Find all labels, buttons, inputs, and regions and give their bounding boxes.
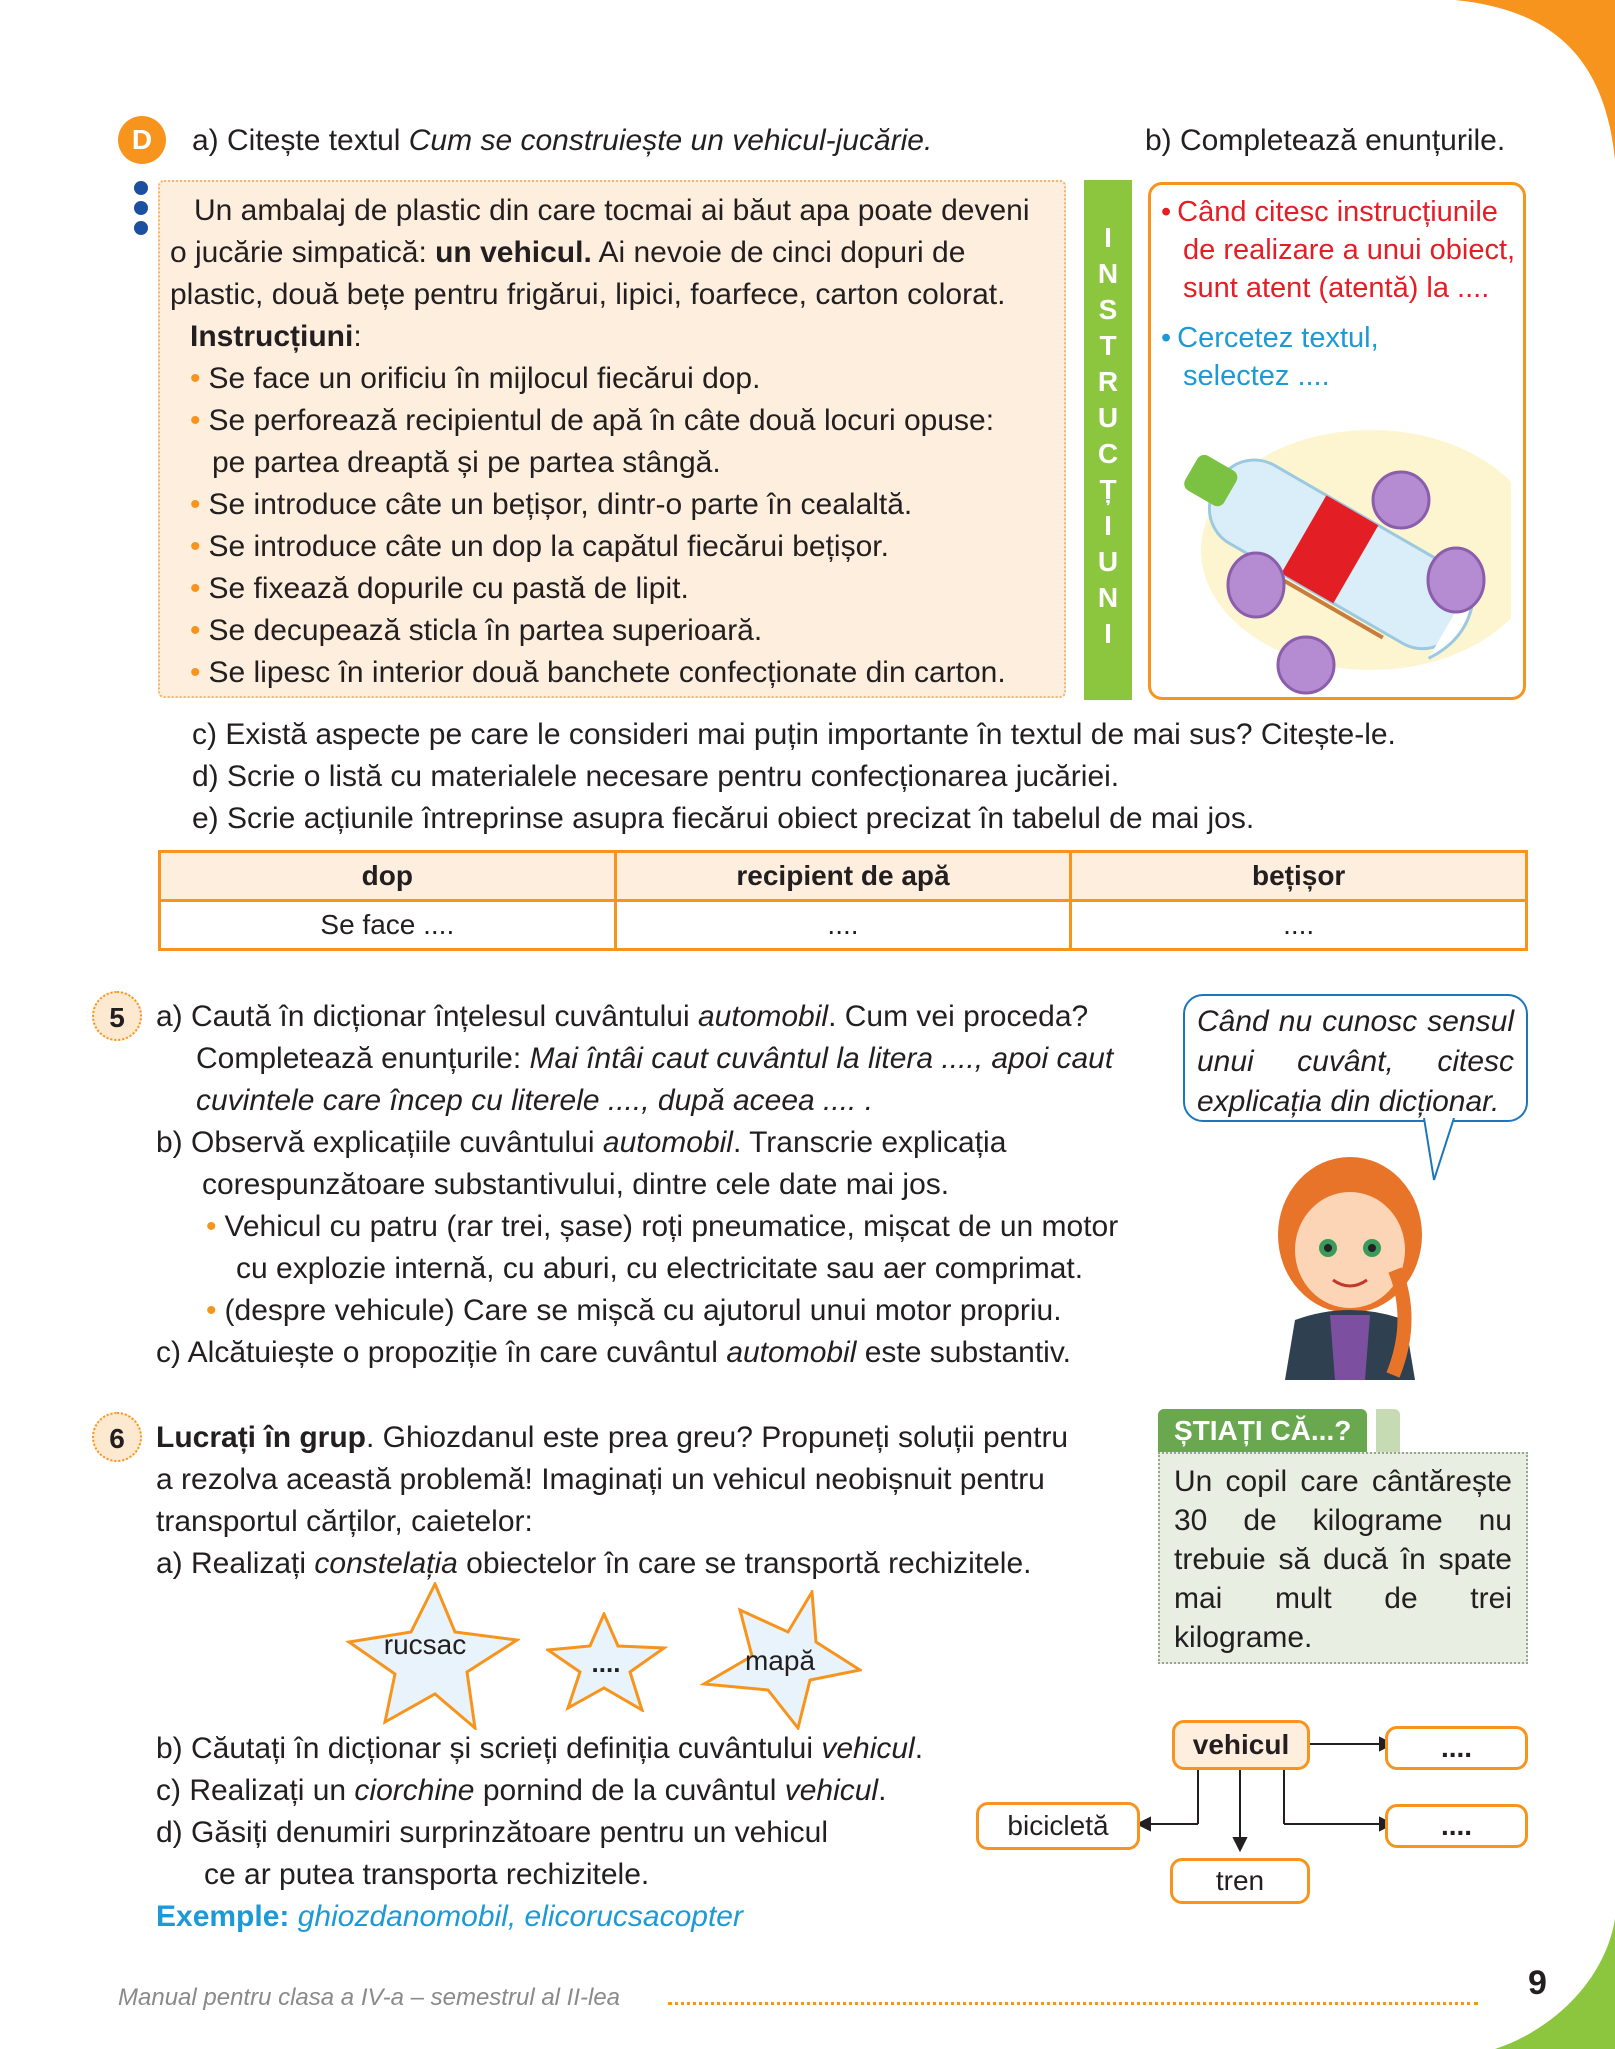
step-5: • Se fixează dopurile cu pastă de lipit. — [190, 568, 689, 610]
tip-blue-text: • Cercetez textul, selectez .... — [1161, 322, 1379, 392]
star-rucsac — [345, 1582, 520, 1730]
footer-dotted-line — [668, 2002, 1478, 2005]
ex6-d-line2: ce ar putea transporta rechizitele. — [204, 1858, 650, 1891]
star-dots — [546, 1612, 668, 1712]
intro-line-3: plastic, două bețe pentru frigărui, lipici, foarfece, carton colorat. — [170, 278, 1006, 311]
table-cell-dop: Se face .... — [160, 901, 616, 950]
table-header-dop: dop — [160, 852, 616, 901]
ex6-line1: Lucrați în grup. Ghiozdanul este prea greu? Propuneți soluții pentru — [156, 1421, 1069, 1454]
ex5-bullet-2: • (despre vehicule) Care se mișcă cu ajutorul unui motor propriu. — [206, 1290, 1062, 1332]
speech-bubble: Când nu cunosc sensul unui cuvânt, citesc explicația din dicționar. — [1183, 994, 1528, 1122]
star-mapa — [700, 1590, 862, 1730]
ex6-line3: transportul cărților, caietelor: — [156, 1505, 533, 1538]
ex6-a: a) Realizați constelația obiectelor în care se transportă rechizitele. — [156, 1547, 1032, 1580]
step-3: • Se introduce câte un bețișor, dintr-o parte în cealaltă. — [190, 484, 912, 526]
star-dots-label: .... — [591, 1648, 621, 1678]
table-cell-betisor: .... — [1071, 901, 1527, 950]
actions-table — [158, 850, 1528, 951]
step-6: • Se decupează sticla în partea superioară. — [190, 610, 762, 652]
intro-line-2: o jucărie simpatică: un vehicul. Ai nevoie de cinci dopuri de — [170, 236, 966, 269]
table-cell-recipient: .... — [615, 901, 1071, 950]
footer-text: Manual pentru clasa a IV-a – semestrul al II-lea — [118, 1984, 621, 2011]
ex5-a-line1: a) Caută în dicționar înțelesul cuvântului automobil. Cum vei proceda? — [156, 1000, 1089, 1033]
ex6-d-line1: d) Găsiți denumiri surprinzătoare pentru un vehicul — [156, 1816, 828, 1849]
cluster-node-2: .... — [1385, 1804, 1528, 1848]
task-a-heading: a) Citește textul Cum se construiește un vehicul-jucărie. — [192, 124, 933, 157]
step-2-continuation: pe partea dreaptă și pe partea stângă. — [212, 446, 721, 479]
ex6-b: b) Căutați în dicționar și scrieți definiția cuvântului vehicul. — [156, 1732, 924, 1765]
section-d-badge: D — [118, 116, 166, 164]
ex6-c: c) Realizați un ciorchine pornind de la cuvântul vehicul. — [156, 1774, 887, 1807]
step-7: • Se lipesc în interior două banchete confecționate din carton. — [190, 652, 1006, 694]
ex6-examples: Exemple: ghiozdanomobil, elicorucsacopter — [156, 1900, 743, 1933]
exercise-5-number: 5 — [92, 991, 142, 1041]
instructions-vertical-label: I N S T R U C Ț I U N I — [1084, 180, 1132, 700]
ex5-b-line1: b) Observă explicațiile cuvântului automobil. Transcrie explicația — [156, 1126, 1007, 1159]
bottle-toy-image — [1171, 410, 1511, 695]
did-you-know-title: ȘTIAȚI CĂ...? — [1158, 1409, 1367, 1453]
cluster-node-tren: tren — [1170, 1858, 1310, 1904]
did-you-know-box: Un copil care cântărește 30 de kilograme nu trebuie să ducă în spate mai mult de trei kilograme. — [1158, 1452, 1528, 1664]
corner-decoration-bottom — [1495, 1919, 1615, 2049]
ex5-b-line2: corespunzătoare substantivului, dintre cele date mai jos. — [202, 1168, 950, 1201]
star-mapa-label: mapă — [744, 1645, 816, 1676]
table-header-recipient: recipient de apă — [615, 852, 1071, 901]
tip-red-text: • Când citesc instrucțiunile de realizare a unui obiect, sunt atent (atentă) la .... — [1161, 196, 1516, 304]
cluster-center-vehicul: vehicul — [1172, 1720, 1310, 1770]
task-e: e) Scrie acțiunile întreprinse asupra fiecărui obiect precizat în tabelul de mai jos. — [192, 802, 1255, 835]
tip-box — [1148, 182, 1526, 700]
did-you-know-tab — [1376, 1409, 1400, 1453]
ex5-bullet-1-cont: cu explozie internă, cu aburi, cu electricitate sau aer comprimat. — [236, 1252, 1084, 1285]
task-c: c) Există aspecte pe care le consideri mai puțin importante în textul de mai sus? Citește-le. — [192, 718, 1396, 751]
instructions-title: Instrucțiuni: — [190, 320, 362, 353]
ex5-bullet-1: • Vehicul cu patru (rar trei, șase) roți pneumatice, mișcat de un motor — [206, 1206, 1118, 1248]
instructions-text-box — [158, 180, 1066, 698]
exercise-6-number: 6 — [92, 1412, 142, 1462]
cluster-node-bicicleta: bicicletă — [976, 1802, 1140, 1850]
star-rucsac-label: rucsac — [383, 1629, 467, 1660]
table-header-betisor: bețișor — [1071, 852, 1527, 901]
step-1: • Se face un orificiu în mijlocul fiecărui dop. — [190, 358, 760, 400]
task-b-heading: b) Completează enunțurile. — [1145, 124, 1506, 157]
cluster-node-1: .... — [1385, 1726, 1528, 1770]
ex5-a-line2: Completează enunțurile: Mai întâi caut cuvântul la litera ...., apoi caut — [196, 1042, 1114, 1075]
task-d: d) Scrie o listă cu materialele necesare pentru confecționarea jucăriei. — [192, 760, 1120, 793]
ex5-c: c) Alcătuiește o propoziție în care cuvântul automobil este substantiv. — [156, 1336, 1071, 1369]
intro-line-1: Un ambalaj de plastic din care tocmai ai băut apa poate deveni — [194, 194, 1030, 227]
dots-decoration — [134, 181, 148, 241]
ex6-line2: a rezolva această problemă! Imaginați un vehicul neobișnuit pentru — [156, 1463, 1045, 1496]
step-2: • Se perforează recipientul de apă în câte două locuri opuse: — [190, 400, 994, 442]
page-number: 9 — [1528, 1964, 1547, 2002]
ex5-a-line3: cuvintele care încep cu literele ...., după aceea .... . — [196, 1084, 874, 1117]
step-4: • Se introduce câte un dop la capătul fiecărui bețișor. — [190, 526, 889, 568]
girl-illustration — [1265, 1150, 1435, 1380]
